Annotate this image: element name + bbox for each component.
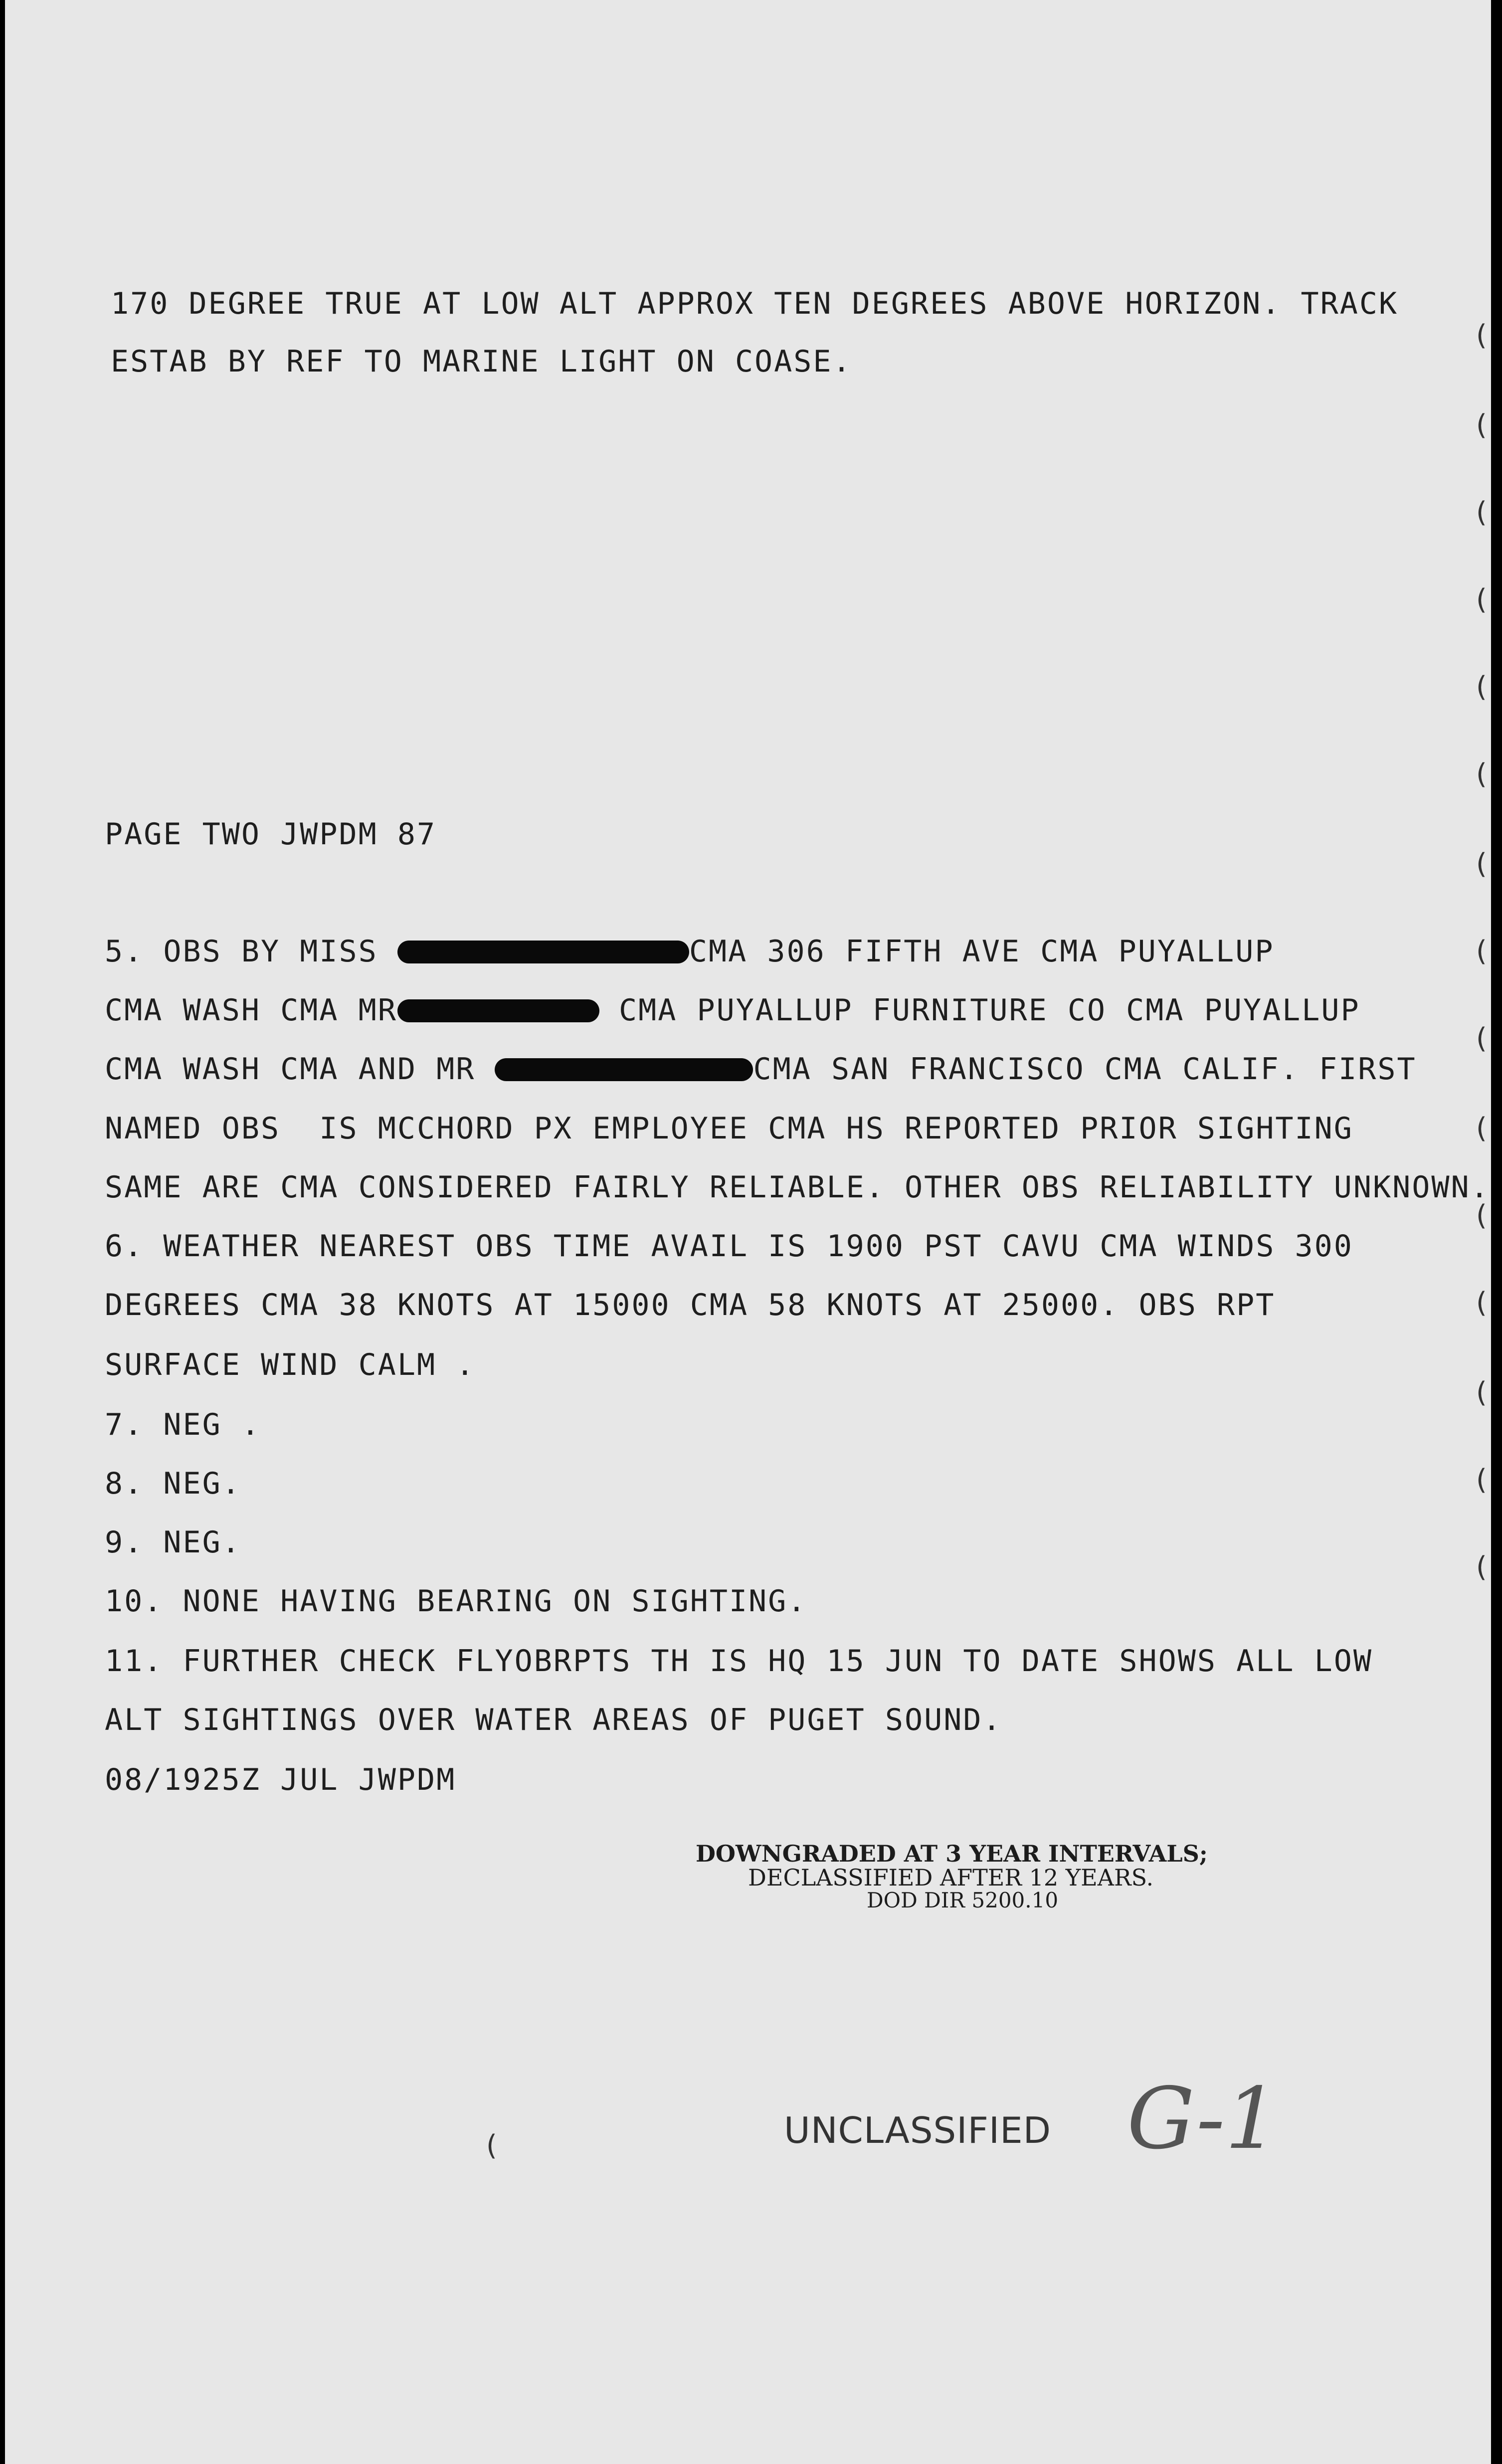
margin-mark: (	[1476, 319, 1487, 352]
margin-mark: (	[1476, 1112, 1487, 1144]
redaction-bar	[397, 941, 689, 963]
stamp-line-3: DOD DIR 5200.10	[867, 1888, 1059, 1912]
item-5-line-1	[105, 934, 1275, 969]
text-segment: 5. OBS BY MISS	[105, 934, 397, 969]
text-segment: CMA 306 FIFTH AVE CMA PUYALLUP	[689, 934, 1275, 969]
margin-mark: (	[1476, 935, 1487, 967]
item-6-line-2: DEGREES CMA 38 KNOTS AT 15000 CMA 58 KNOTS AT 25000. OBS RPT	[105, 1288, 1276, 1323]
item-11-line-2: ALT SIGHTINGS OVER WATER AREAS OF PUGET SOUND.	[105, 1703, 1002, 1737]
margin-mark: (	[1476, 1287, 1487, 1319]
margin-mark: (	[1476, 409, 1487, 441]
margin-mark: (	[1476, 1022, 1487, 1055]
item-11-line-1: 11. FURTHER CHECK FLYOBRPTS TH IS HQ 15 JUN TO DATE SHOWS ALL LOW	[105, 1644, 1373, 1679]
item-6-line-3: SURFACE WIND CALM .	[105, 1347, 476, 1382]
margin-mark: (	[1476, 1199, 1487, 1232]
stamp-line-2: DECLASSIFIED AFTER 12 YEARS.	[748, 1864, 1154, 1891]
margin-mark: (	[1476, 496, 1487, 529]
redaction-bar	[495, 1058, 753, 1081]
text-line: ESTAB BY REF TO MARINE LIGHT ON COASE.	[111, 344, 852, 379]
page-header: PAGE TWO JWPDM 87	[105, 817, 437, 852]
item-8: 8. NEG.	[105, 1466, 241, 1501]
text-segment: CMA WASH CMA AND MR	[105, 1052, 495, 1087]
margin-mark: (	[1476, 1464, 1487, 1496]
date-time-group: 08/1925Z JUL JWPDM	[105, 1762, 456, 1797]
item-5-line-5: SAME ARE CMA CONSIDERED FAIRLY RELIABLE. OTHER OBS RELIABILITY UNKNOWN.	[105, 1170, 1490, 1205]
item-7: 7. NEG .	[105, 1407, 261, 1442]
text-segment: CMA SAN FRANCISCO CMA CALIF. FIRST	[753, 1052, 1417, 1087]
stamp-line-1: DOWNGRADED AT 3 YEAR INTERVALS;	[696, 1840, 1208, 1867]
margin-mark: (	[1476, 848, 1487, 880]
handwritten-page-number: G-1	[1127, 2070, 1279, 2168]
classification-marking: UNCLASSIFIED	[784, 2109, 1052, 2151]
margin-mark: (	[486, 2129, 497, 2162]
text-segment: CMA WASH CMA MR	[105, 993, 397, 1028]
item-5-line-4: NAMED OBS IS MCCHORD PX EMPLOYEE CMA HS REPORTED PRIOR SIGHTING	[105, 1111, 1353, 1146]
margin-mark: (	[1476, 1551, 1487, 1583]
item-5-line-3	[105, 1052, 1417, 1087]
text-line: 170 DEGREE TRUE AT LOW ALT APPROX TEN DEGREES ABOVE HORIZON. TRACK	[111, 286, 1399, 321]
document-page	[5, 0, 1491, 2464]
margin-mark: (	[1476, 758, 1487, 790]
margin-mark: (	[1476, 1376, 1487, 1409]
item-5-line-2	[105, 993, 1360, 1028]
redaction-bar	[397, 999, 599, 1022]
item-10: 10. NONE HAVING BEARING ON SIGHTING.	[105, 1584, 807, 1619]
margin-mark: (	[1476, 583, 1487, 616]
item-6-line-1: 6. WEATHER NEAREST OBS TIME AVAIL IS 1900 PST CAVU CMA WINDS 300	[105, 1229, 1353, 1264]
item-9: 9. NEG.	[105, 1525, 241, 1560]
text-segment: CMA PUYALLUP FURNITURE CO CMA PUYALLUP	[599, 993, 1360, 1028]
margin-mark: (	[1476, 671, 1487, 703]
